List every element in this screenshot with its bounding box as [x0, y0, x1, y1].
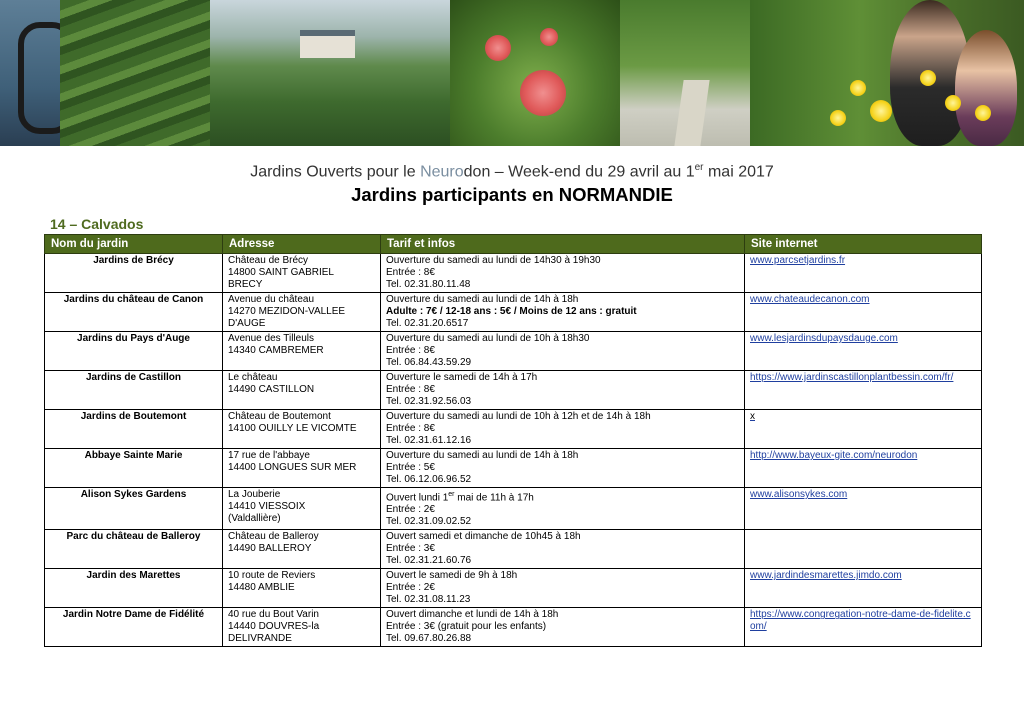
rose-flower [520, 70, 566, 116]
address-line: (Valdallière) [228, 513, 281, 524]
yellow-flower [945, 95, 961, 111]
garden-address [223, 449, 381, 488]
address-line: 40 rue du Bout Varin [228, 609, 319, 621]
column-header-site: Site internet [745, 235, 982, 254]
info-line: Adulte : 7€ / 12-18 ans : 5€ / Moins de 12 ans : gratuit [386, 306, 637, 317]
garden-name: Parc du château de Balleroy [45, 530, 223, 569]
address-line: 14490 CASTILLON [228, 384, 315, 395]
garden-info [381, 488, 745, 530]
yellow-flower [975, 105, 991, 121]
garden-website-link[interactable]: www.alisonsykes.com [745, 488, 982, 530]
info-line: Entrée : 3€ [386, 543, 435, 555]
address-line: Château de Balleroy [228, 531, 319, 543]
info-line: Ouverture du samedi au lundi de 14h à 18h [386, 450, 579, 461]
info-line: Entrée : 8€ [386, 423, 435, 434]
info-line: Entrée : 3€ (gratuit pour les enfants) [386, 621, 547, 633]
address-line: 14400 LONGUES SUR MER [228, 462, 357, 473]
website-url[interactable]: https://www.congregation-notre-dame-de-fidelite.com/ [750, 609, 971, 633]
info-line: Tel. 02.31.08.11.23 [386, 594, 471, 606]
address-line: 14270 MEZIDON-VALLEE [228, 306, 346, 317]
info-line: Ouverture du samedi au lundi de 14h à 18h [386, 294, 579, 305]
address-line: 17 rue de l'abbaye [228, 450, 310, 461]
garden-website-empty [745, 530, 982, 569]
child-figure [955, 30, 1017, 146]
garden-info [381, 530, 745, 569]
table-row [45, 293, 982, 332]
info-line: Entrée : 8€ [386, 267, 435, 278]
address-line: Château de Boutemont [228, 411, 331, 422]
info-line: Ouvert lundi 1er mai de 11h à 17h [386, 491, 534, 504]
table-row [45, 254, 982, 293]
department-heading: 14 – Calvados [50, 216, 144, 232]
garden-info [381, 569, 745, 608]
garden-info [381, 449, 745, 488]
address-line: BRECY [228, 279, 263, 290]
garden-website-link[interactable]: www.lesjardinsdupaysdauge.com [745, 332, 982, 371]
address-line: DELIVRANDE [228, 633, 292, 645]
info-line: Entrée : 2€ [386, 504, 435, 516]
info-line: Ouverture du samedi au lundi de 14h30 à 19h30 [386, 255, 601, 266]
garden-website-link[interactable]: www.parcsetjardins.fr [745, 254, 982, 293]
address-line: 14100 OUILLY LE VICOMTE [228, 423, 357, 434]
table-row [45, 569, 982, 608]
address-line: 10 route de Reviers [228, 570, 316, 582]
info-line: Ouvert le samedi de 9h à 18h [386, 570, 518, 582]
info-line: Tel. 02.31.61.12.16 [386, 435, 472, 446]
table-row [45, 530, 982, 569]
address-line: Avenue des Tilleuls [228, 333, 314, 344]
garden-website-text [745, 410, 982, 449]
column-header-info: Tarif et infos [381, 235, 745, 254]
info-line: Tel. 02.31.21.60.76 [386, 555, 472, 567]
info-line: Entrée : 5€ [386, 462, 435, 473]
garden-website-link[interactable]: https://www.jardinscastillonplantbessin.com/fr/ [745, 371, 982, 410]
garden-website-link[interactable]: www.chateaudecanon.com [745, 293, 982, 332]
garden-info [381, 332, 745, 371]
garden-address [223, 530, 381, 569]
garden-path-photo [620, 0, 750, 146]
address-line: 14410 VIESSOIX [228, 501, 306, 512]
info-line: Ouvert dimanche et lundi de 14h à 18h [386, 609, 559, 621]
garden-name: Jardins du Pays d'Auge [45, 332, 223, 371]
table-row [45, 608, 982, 647]
yellow-flower [920, 70, 936, 86]
column-header-address: Adresse [223, 235, 381, 254]
garden-name: Jardins du château de Canon [45, 293, 223, 332]
garden-name: Jardins de Boutemont [45, 410, 223, 449]
info-line: Ouvert samedi et dimanche de 10h45 à 18h [386, 531, 581, 543]
address-line: 14490 BALLEROY [228, 543, 312, 555]
path-shape [674, 80, 709, 146]
garden-address [223, 488, 381, 530]
garden-address [223, 569, 381, 608]
address-line: 14480 AMBLIE [228, 582, 295, 594]
garden-info [381, 608, 745, 647]
info-line: Ouverture du samedi au lundi de 10h à 18h30 [386, 333, 590, 344]
woman-child-flowers-photo [750, 0, 1024, 146]
table-header-row [45, 235, 982, 254]
address-line: Avenue du château [228, 294, 315, 305]
garden-name: Jardins de Brécy [45, 254, 223, 293]
no-website-mark: x [750, 411, 755, 422]
address-line: 14440 DOUVRES-la [228, 621, 320, 633]
info-line: Tel. 06.12.06.96.52 [386, 474, 472, 485]
table-row [45, 371, 982, 410]
column-header-name: Nom du jardin [45, 235, 223, 254]
address-line: La Jouberie [228, 489, 281, 500]
garden-address [223, 371, 381, 410]
garden-address [223, 293, 381, 332]
info-line: Tel. 02.31.20.6517 [386, 318, 469, 329]
info-line: Entrée : 8€ [386, 345, 435, 356]
garden-website-link[interactable]: http://www.bayeux-gite.com/neurodon [745, 449, 982, 488]
yellow-flower [830, 110, 846, 126]
address-line: 14800 SAINT GABRIEL [228, 267, 334, 278]
garden-info [381, 254, 745, 293]
garden-info [381, 293, 745, 332]
info-line: Ouverture du samedi au lundi de 10h à 12h et de 14h à 18h [386, 411, 651, 422]
rose-flower [485, 35, 511, 61]
address-line: D'AUGE [228, 318, 266, 329]
garden-website-link[interactable] [745, 608, 982, 647]
table-row [45, 488, 982, 530]
info-line: Entrée : 8€ [386, 384, 435, 395]
gardens-table [44, 234, 982, 647]
header-banner [0, 0, 1024, 146]
garden-website-link[interactable]: www.jardindesmarettes.jimdo.com [745, 569, 982, 608]
page-title: Jardins participants en NORMANDIE [351, 184, 673, 205]
hedge-maze-photo [60, 0, 210, 146]
chateau-shape [300, 30, 355, 58]
address-line: Le château [228, 372, 278, 383]
door-knocker-photo [0, 0, 60, 146]
garden-address [223, 608, 381, 647]
knocker-shape [18, 22, 60, 134]
garden-address [223, 332, 381, 371]
garden-name: Abbaye Sainte Marie [45, 449, 223, 488]
table-row [45, 332, 982, 371]
address-line: 14340 CAMBREMER [228, 345, 324, 356]
table-row [45, 449, 982, 488]
rose-flower [540, 28, 558, 46]
garden-name: Alison Sykes Gardens [45, 488, 223, 530]
info-line: Tel. 02.31.92.56.03 [386, 396, 472, 407]
info-line: Ouverture le samedi de 14h à 17h [386, 372, 538, 383]
garden-info [381, 410, 745, 449]
info-line: Tel. 09.67.80.26.88 [386, 633, 472, 645]
info-line: Entrée : 2€ [386, 582, 435, 594]
yellow-flower [870, 100, 892, 122]
chateau-garden-photo [210, 0, 450, 146]
garden-name: Jardins de Castillon [45, 371, 223, 410]
yellow-flower [850, 80, 866, 96]
garden-address [223, 410, 381, 449]
info-line: Tel. 02.31.80.11.48 [386, 279, 471, 290]
garden-name: Jardin des Marettes [45, 569, 223, 608]
address-line: Château de Brécy [228, 255, 309, 266]
garden-info [381, 371, 745, 410]
info-line: Tel. 02.31.09.02.52 [386, 516, 472, 528]
garden-address [223, 254, 381, 293]
event-subtitle: Jardins Ouverts pour le Neurodon – Week-end du 29 avril au 1er mai 2017 [250, 162, 774, 181]
garden-name: Jardin Notre Dame de Fidélité [45, 608, 223, 647]
table-row [45, 410, 982, 449]
info-line: Tel. 06.84.43.59.29 [386, 357, 472, 368]
roses-photo [450, 0, 620, 146]
